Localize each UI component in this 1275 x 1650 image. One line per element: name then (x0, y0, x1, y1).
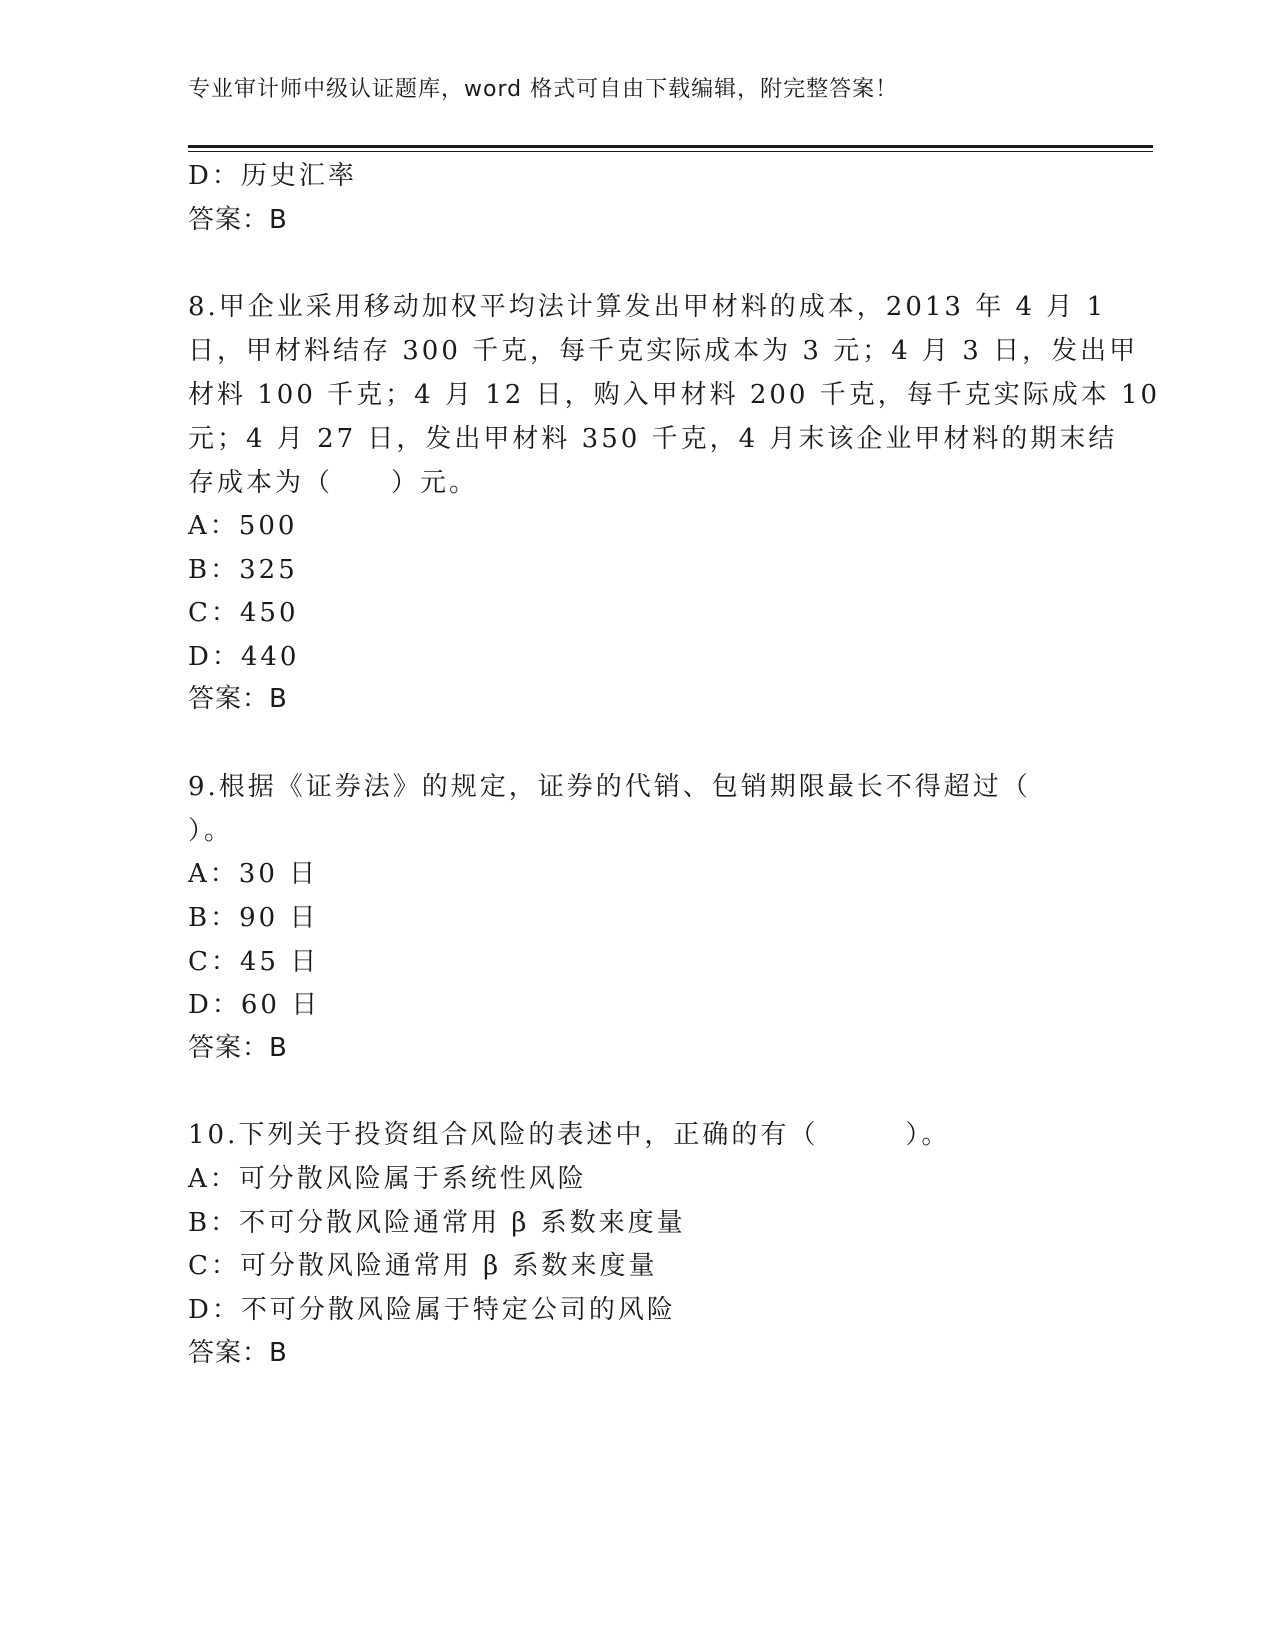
q9-answer: 答案：B (188, 1033, 288, 1063)
q8-text-line-4: 元；4 月 27 日，发出甲材料 350 千克，4 月末该企业甲材料的期末结 (188, 424, 1118, 454)
q10-option-a: A：可分散风险属于系统性风险 (188, 1164, 587, 1194)
q10-option-c: C：可分散风险通常用 β 系数来度量 (188, 1251, 658, 1281)
prev-option-d: D：历史汇率 (188, 161, 357, 191)
q8-option-c: C：450 (188, 598, 299, 628)
q10-text-line-1: 10.下列关于投资组合风险的表述中，正确的有（ ）。 (188, 1120, 951, 1150)
q8-text-line-3: 材料 100 千克；4 月 12 日，购入甲材料 200 千克，每千克实际成本 10 (188, 380, 1161, 410)
q8-option-d: D：440 (188, 642, 300, 672)
q9-option-a: A：30 日 (188, 859, 319, 889)
q9-text-line-2: ）。 (188, 816, 234, 846)
q9-option-b: B：90 日 (188, 903, 319, 933)
q8-option-b: B：325 (188, 555, 298, 585)
q10-option-b: B：不可分散风险通常用 β 系数来度量 (188, 1208, 686, 1238)
q8-answer: 答案：B (188, 684, 288, 714)
header-rule-thick (188, 145, 1153, 148)
q8-text-line-1: 8.甲企业采用移动加权平均法计算发出甲材料的成本，2013 年 4 月 1 (188, 292, 1107, 322)
q8-text-line-2: 日，甲材料结存 300 千克，每千克实际成本为 3 元；4 月 3 日，发出甲 (188, 336, 1139, 366)
q10-option-d: D：不可分散风险属于特定公司的风险 (188, 1295, 676, 1325)
q9-text-line-1: 9.根据《证券法》的规定，证券的代销、包销期限最长不得超过（ (188, 772, 1031, 802)
prev-answer: 答案：B (188, 205, 288, 235)
q9-option-d: D：60 日 (188, 990, 321, 1020)
page-header: 专业审计师中级认证题库，word 格式可自由下载编辑，附完整答案！ (188, 77, 899, 102)
q10-answer: 答案：B (188, 1338, 288, 1368)
q8-text-line-5: 存成本为（ ）元。 (188, 468, 479, 498)
header-rule-thin (188, 151, 1153, 152)
q8-option-a: A：500 (188, 511, 298, 541)
q9-option-c: C：45 日 (188, 947, 320, 977)
